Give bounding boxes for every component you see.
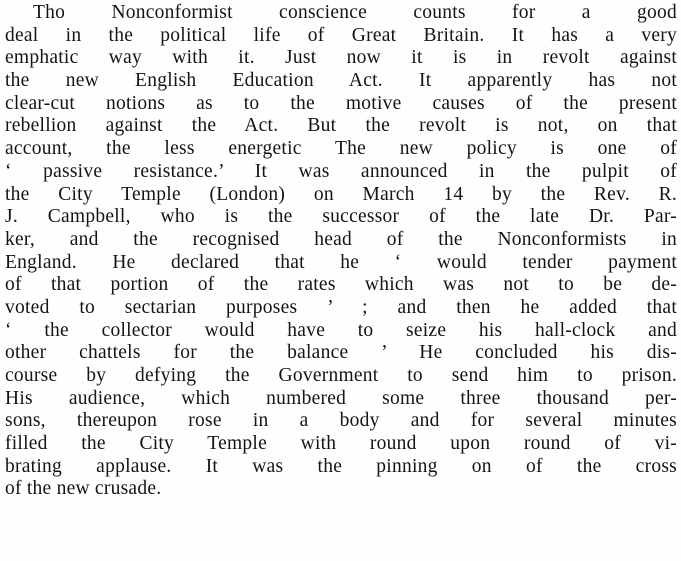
- text-line: of that portion of the rates which was not to be de-: [5, 274, 677, 296]
- text-line: ‘ passive resistance.’ It was announced in the pulpit of: [5, 160, 677, 182]
- text-line: the City Temple (London) on March 14 by the Rev. R.: [5, 183, 677, 205]
- text-line: course by defying the Government to send him to prison.: [5, 365, 677, 386]
- text-line: the new English Education Act. It apparently has not: [5, 70, 677, 92]
- text-line: His audience, which numbered some three thousand per-: [5, 387, 677, 409]
- text-line: account, the less energetic The new policy is one of: [5, 138, 677, 160]
- text-line: of the new crusade.: [5, 478, 162, 500]
- text-line: clear-cut notions as to the motive causes of the present: [5, 92, 677, 114]
- text-line: J. Campbell, who is the successor of the late Dr. Par-: [5, 206, 677, 228]
- text-line: sons, thereupon rose in a body and for several minutes: [5, 410, 677, 432]
- text-line: emphatic way with it. Just now it is in revolt against: [5, 47, 677, 69]
- text-line: voted to sectarian purposes ’ ; and then he added that: [5, 296, 677, 318]
- text-line: Tho Nonconformist conscience counts for a good: [33, 2, 677, 23]
- text-line: England. He declared that he ‘ would tender payment: [5, 251, 677, 273]
- text-line: deal in the political life of Great Britain. It has a very: [5, 24, 677, 46]
- text-line: brating applause. It was the pinning on of the cross: [5, 455, 677, 477]
- text-line: other chattels for the balance ’ He concluded his dis-: [5, 342, 677, 364]
- text-line: ker, and the recognised head of the Nonconformists in: [5, 228, 677, 250]
- text-line: ‘ the collector would have to seize his hall-clock and: [5, 319, 677, 341]
- text-line: filled the City Temple with round upon round of vi-: [5, 433, 677, 455]
- text-line: rebellion against the Act. But the revolt is not, on that: [5, 115, 677, 137]
- article-text: [5, 2, 677, 501]
